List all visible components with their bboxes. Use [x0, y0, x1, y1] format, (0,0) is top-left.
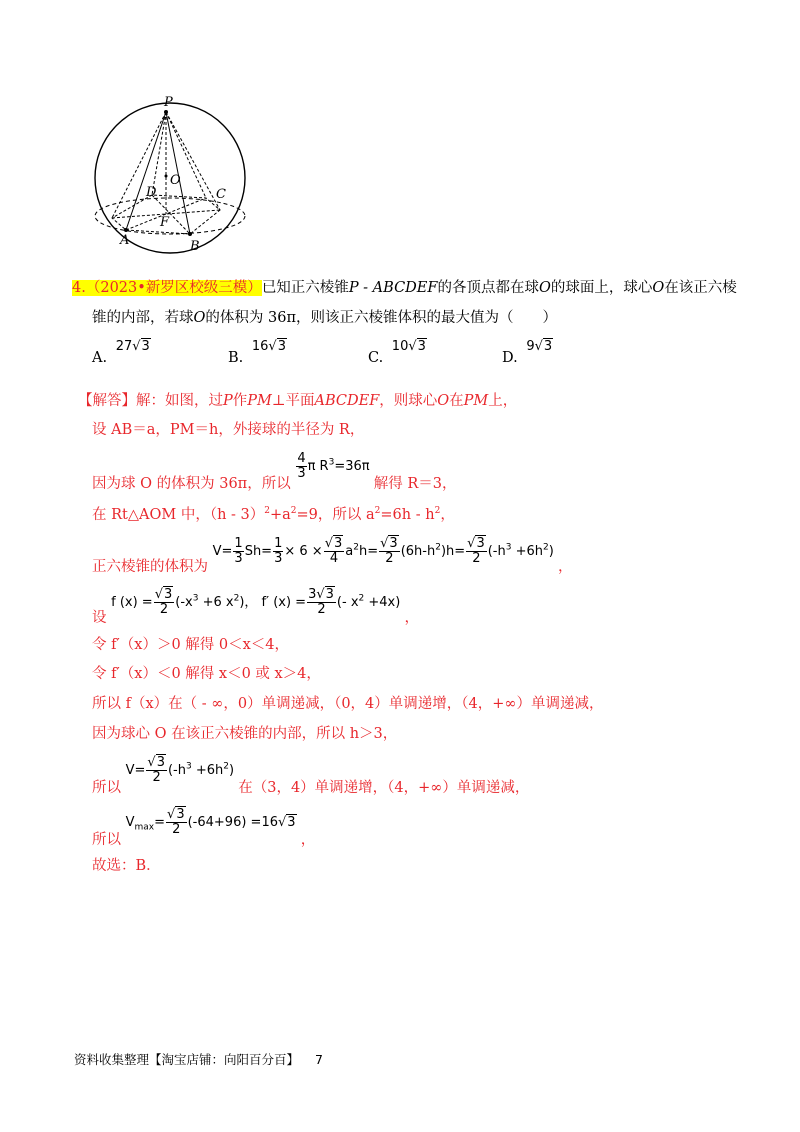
- label-P: P: [164, 95, 173, 110]
- max-volume-formula: $V_{max}=$ $\frac{√3}{2}$ (-64+96) =16√3: [125, 807, 296, 837]
- question-line-2: [92, 308, 557, 328]
- sphere-pyramid-figure: [90, 92, 260, 261]
- question-text: 在该正六棱: [664, 280, 737, 296]
- label-F: F: [160, 215, 170, 230]
- option-b: [228, 336, 287, 366]
- question-text: 锥的内部，若球: [92, 310, 194, 326]
- option-label: C.: [368, 350, 384, 366]
- option-value: 16√3: [251, 339, 286, 354]
- solution-line-9: 所以 f（x）在（ - ∞，0）单调递减，（0，4）单调递增，（4，+∞）单调递减，: [92, 696, 604, 712]
- question-text: 的各顶点都在球: [437, 280, 539, 296]
- option-d: [502, 336, 553, 366]
- sphere-diagram: [90, 92, 260, 257]
- option-value: 27√3: [115, 339, 150, 354]
- pyramid-volume-formula: V= $\frac{1}{3}$ Sh= $\frac{1}{3}$ × 6 × $\frac{√3}{4}$ $a^2h=$ $\frac{√3}{2}$ $(6h-h^2)h=$ $\frac{√3}{2}$ $(-h^3 +6h^2)$: [212, 536, 554, 566]
- question-text: 已知正六棱锥: [261, 280, 349, 296]
- solution-line-8: 令 f′（x）＜0 解得 x＜0 或 x＞4，: [92, 666, 321, 682]
- question-text: 的体积为 36π，则该正六棱锥体积的最大值为（ ）: [205, 310, 557, 326]
- solution-line-13: 故选：B．: [92, 858, 161, 874]
- answer-tag: 【解答】: [78, 393, 136, 409]
- sphere-O: O: [538, 280, 551, 296]
- option-a: [92, 336, 151, 366]
- solution-line-12: 所以 $V_{max}=$ $\frac{√3}{2}$ (-64+96) =16√3 ，: [92, 807, 316, 848]
- page-number: 7: [315, 1052, 323, 1067]
- question-line-1: [72, 278, 737, 298]
- option-label: D.: [502, 350, 518, 366]
- sphere-O: O: [652, 280, 665, 296]
- option-label: A.: [92, 350, 108, 366]
- solution-line-5: 正六棱锥的体积为 V= $\frac{1}{3}$ Sh= $\frac{1}{3}$ × 6 × $\frac{√3}{4}$ $a^2h=$ $\frac{√3}{2}$ $(6h-h^2)h=$ $\frac{√3}{2}$ $(-h^3 +6h^2)$ ，: [92, 536, 573, 575]
- solution-line-11: 所以 V= $\frac{√3}{2}$ $(-h^3 +6h^2)$ 在（3，4）单调递增，（4，+∞）单调递减，: [92, 755, 530, 796]
- option-value: 10√3: [391, 339, 426, 354]
- page-footer: [74, 1050, 323, 1068]
- question-source: （2023•新罗区校级三模）: [85, 280, 262, 296]
- label-C: C: [216, 187, 226, 202]
- solution-line-10: 因为球心 O 在该正六棱锥的内部，所以 h＞3，: [92, 726, 398, 742]
- pyramid-name: P - ABCDEF: [348, 280, 438, 296]
- question-text: 的球面上，球心: [550, 280, 653, 296]
- function-definition: f (x) = $\frac{√3}{2}$ ($-x^3 +6$ $x^2$)， f′ (x) = $\frac{3√3}{2}$ (- $x^2 +4x$): [111, 587, 401, 617]
- question-number: 4.: [72, 280, 86, 296]
- footer-text: 资料收集整理【淘宝店铺：向阳百分百】: [74, 1052, 300, 1067]
- label-B: B: [190, 239, 200, 254]
- solution-line-3: 因为球 O 的体积为 36π，所以 $\frac{4}{3}$ π $R^3=36\pi$ 解得 R＝3，: [92, 451, 457, 492]
- option-value: 9√3: [526, 339, 553, 354]
- option-label: B.: [228, 350, 244, 366]
- volume-function: V= $\frac{√3}{2}$ $(-h^3 +6h^2)$: [125, 755, 235, 785]
- solution-line-2: 设 AB＝a，PM＝h，外接球的半径为 R，: [92, 422, 365, 438]
- sphere-O: O: [193, 310, 206, 326]
- solution-line-7: 令 f′（x）＞0 解得 0＜x＜4，: [92, 637, 290, 653]
- sphere-volume-formula: $\frac{4}{3}$ π $R^3=36\pi$: [297, 451, 370, 481]
- label-A: A: [120, 233, 130, 248]
- option-c: [368, 336, 427, 366]
- solution-line-4: 在 Rt△AOM 中，$(h - 3)^2+a^2=9$，所以 $a^2=6h - h^2$，: [92, 506, 455, 523]
- solution-line-1: 【解答】解：如图，过P作PM⊥平面ABCDEF，则球心O在PM上，: [78, 393, 518, 409]
- label-D: D: [146, 185, 157, 200]
- solution-line-6: 设 f (x) = $\frac{√3}{2}$ ($-x^3 +6$ $x^2$)， f′ (x) = $\frac{3√3}{2}$ (- $x^2 +4x$) ，: [92, 587, 419, 626]
- label-O: O: [170, 173, 181, 188]
